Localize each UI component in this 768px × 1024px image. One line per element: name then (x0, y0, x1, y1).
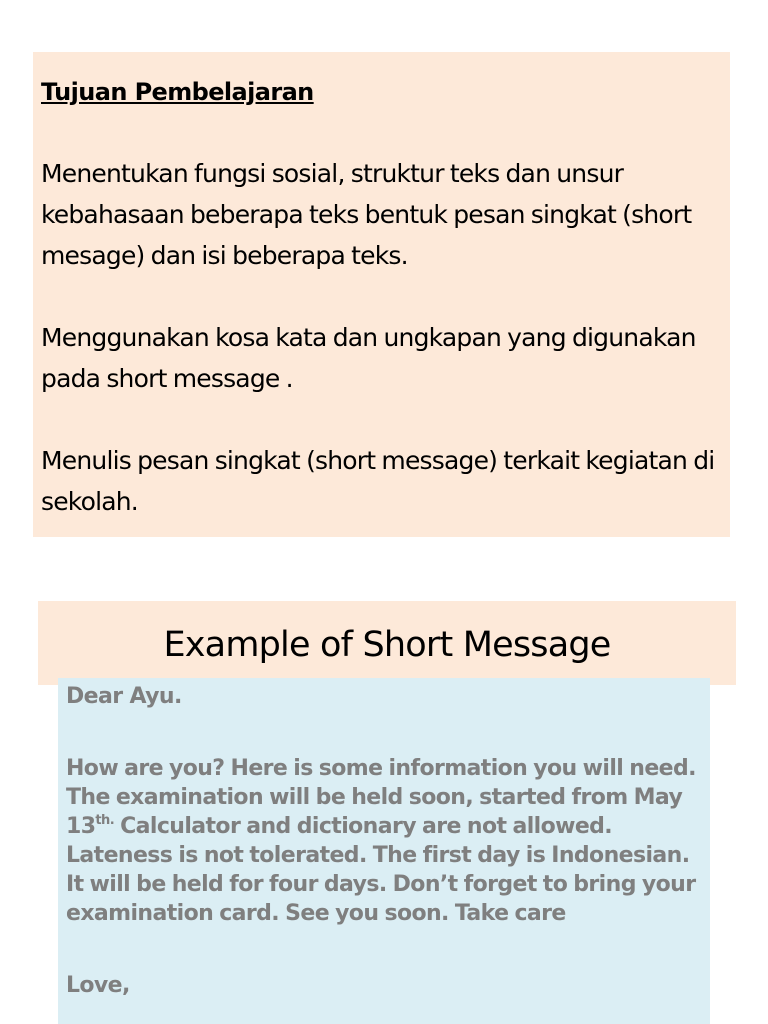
message-body-part-1: How are you? Here is some information you will need. The examination will be held soon, started from May 13 (66, 756, 696, 839)
objective-paragraph-1: Menentukan fungsi sosial, struktur teks dan unsur kebahasaan beberapa teks bentuk pesan singkat (short mesage) dan isi beberapa teks. (41, 159, 692, 270)
example-title-band (38, 601, 736, 685)
message-body (66, 754, 702, 928)
message-greeting: Dear Ayu. (66, 684, 182, 709)
message-body-part-2: Calculator and dictionary are not allowed. Lateness is not tolerated. The first day is Indonesian. It will be held for four days. Don’t forget to bring your examination card. See you soon. Take care (66, 814, 696, 926)
objectives-heading: Tujuan Pembelajaran (41, 78, 314, 106)
objective-paragraph-3: Menulis pesan singkat (short message) terkait kegiatan di sekolah. (41, 446, 715, 516)
short-message-box (58, 678, 710, 1024)
example-title: Example of Short Message (163, 625, 611, 665)
date-ordinal-superscript: th. (95, 813, 115, 828)
learning-objectives-box (33, 52, 730, 537)
message-closing: Love, (66, 973, 130, 998)
objective-paragraph-2: Menggunakan kosa kata dan ungkapan yang digunakan pada short message . (41, 323, 696, 393)
